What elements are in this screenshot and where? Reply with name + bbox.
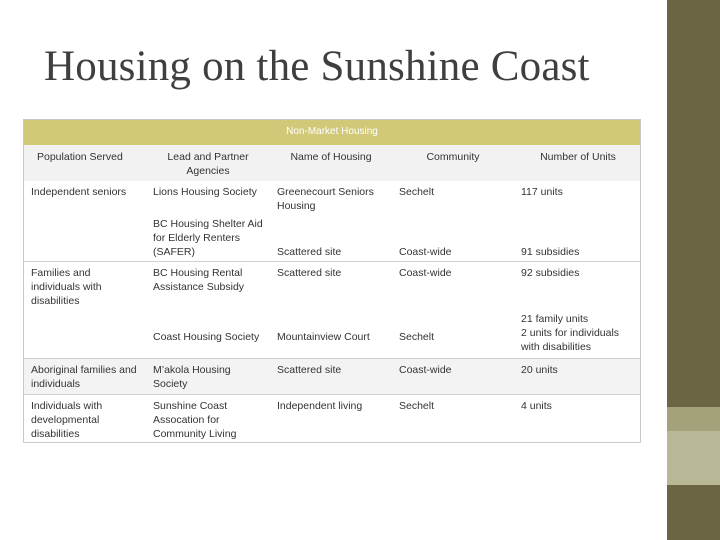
- cell-community: Coast-wide: [391, 358, 513, 394]
- cell-community: Coast-wide: [391, 215, 513, 262]
- side-decoration-accent: [667, 431, 720, 485]
- table-row: [23, 181, 641, 215]
- cell-population: Individuals with developmental disabilities: [31, 399, 103, 440]
- cell-population: [23, 310, 145, 358]
- cell-community: Sechelt: [391, 310, 513, 358]
- cell-agency: M’akola Housing Society: [145, 358, 269, 394]
- cell-units: 92 subsidies: [521, 267, 580, 279]
- cell-population: Independent seniors: [31, 186, 127, 198]
- cell-agency: BC Housing Shelter Aid for Elderly Renters (SAFER): [145, 215, 269, 262]
- cell-agency: Sunshine Coast Assocation for Community Living: [153, 399, 237, 440]
- housing-table: [23, 119, 641, 444]
- cell-housing: Independent living: [277, 399, 363, 412]
- table-band-row: [23, 119, 641, 145]
- table-row: [23, 394, 641, 444]
- cell-units: 117 units: [521, 186, 563, 198]
- table-row: [23, 262, 641, 311]
- cell-agency: Coast Housing Society: [145, 310, 269, 358]
- cell-units: 21 family units 2 units for individuals with disabilities: [513, 310, 641, 358]
- cell-population: [23, 215, 145, 262]
- cell-community: Sechelt: [399, 186, 435, 198]
- cell-community: Sechelt: [399, 399, 435, 412]
- cell-population: Families and individuals with disabilities: [31, 267, 102, 307]
- table-row: [23, 358, 641, 394]
- cell-housing: Scattered site: [277, 267, 342, 279]
- table-row: [23, 310, 641, 358]
- cell-housing: Mountainview Court: [269, 310, 391, 358]
- table-band-label: Non-Market Housing: [23, 119, 641, 145]
- page-title: Housing on the Sunshine Coast: [44, 43, 590, 90]
- side-decoration-accent: [667, 407, 720, 431]
- column-header: Community: [391, 145, 513, 181]
- table-row: [23, 215, 641, 262]
- cell-units: 20 units: [513, 358, 641, 394]
- cell-units: 4 units: [521, 399, 552, 412]
- cell-housing: Scattered site: [269, 215, 391, 262]
- column-header: Name of Housing: [269, 145, 391, 181]
- cell-units: 91 subsidies: [513, 215, 641, 262]
- table-header-row: [23, 145, 641, 181]
- column-header: Lead and Partner Agencies: [145, 145, 269, 181]
- column-header: Number of Units: [513, 145, 641, 181]
- cell-population: Aboriginal families and individuals: [23, 358, 145, 394]
- column-header: Population Served: [23, 145, 145, 181]
- cell-housing: Scattered site: [269, 358, 391, 394]
- cell-agency: BC Housing Rental Assistance Subsidy: [153, 267, 245, 293]
- cell-community: Coast-wide: [399, 267, 452, 279]
- cell-housing: Greenecourt Seniors Housing: [277, 186, 374, 212]
- cell-agency: Lions Housing Society: [153, 186, 257, 198]
